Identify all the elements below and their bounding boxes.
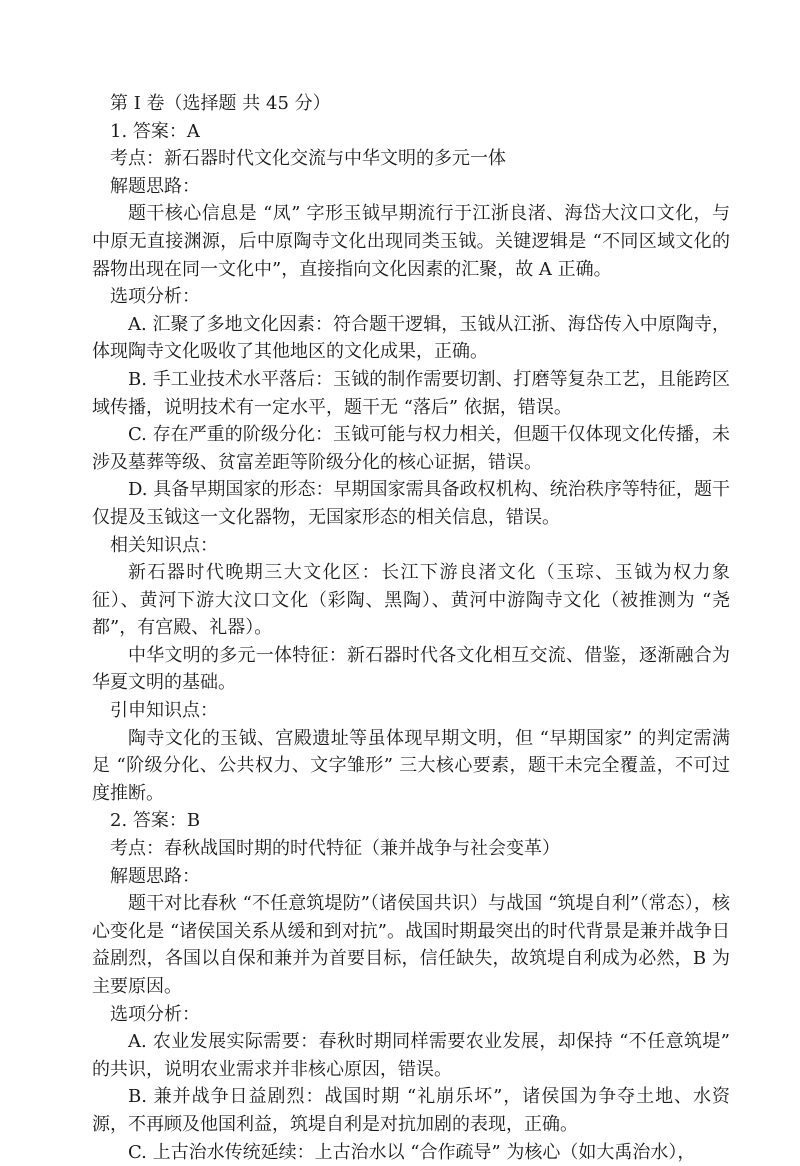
q1-option-c: C. 存在严重的阶级分化：玉钺可能与权力相关，但题干仅体现文化传播，未涉及墓葬等级、贫富差距等阶级分化的核心证据，错误。 xyxy=(92,424,730,473)
section-title: 第 I 卷（选择题 共 45 分） xyxy=(110,93,331,114)
q2-option-c: C. 上古治水传统延续：上古治水以 “合作疏导” 为核心（如大禹治水）， xyxy=(128,1141,696,1163)
q1-extended-heading: 引申知识点： xyxy=(110,700,218,722)
q1-option-a: A. 汇聚了多地文化因素：符合题干逻辑，玉钺从江浙、海岱传入中原陶寺，体现陶寺文化吸收了其他地区的文化成果，正确。 xyxy=(92,313,730,363)
q1-answer: 1. 答案：A xyxy=(110,120,200,142)
q2-answer: 2. 答案：B xyxy=(110,810,201,832)
q1-topic: 考点：新石器时代文化交流与中华文明的多元一体 xyxy=(110,148,506,170)
q1-option-b: B. 手工业技术水平落后：玉钺的制作需要切割、打磨等复杂工艺，且能跨区域传播，说明技术有一定水平，题干无 “落后” 依据，错误。 xyxy=(92,368,730,418)
q2-option-a: A. 农业发展实际需要：春秋时期同样需要农业发展，却保持 “不任意筑堤” 的共识，说明农业需求并非核心原因，错误。 xyxy=(92,1031,730,1080)
q1-knowledge-1: 新石器时代晚期三大文化区：长江下游良渚文化（玉琮、玉钺为权力象征）、黄河下游大汶口文化（彩陶、黑陶）、黄河中游陶寺文化（被推测为 “尧都”，有宫殿、礼器）。 xyxy=(92,562,730,639)
q1-options-heading: 选项分析： xyxy=(110,286,200,308)
q2-approach-text: 题干对比春秋 “不任意筑堤防”（诸侯国共识）与战国 “筑堤自利”（常态），核心变化是 “诸侯国关系从缓和到对抗”。战国时期最突出的时代背景是兼并战争日益剧烈，各国以自保和兼并为首要目标，信任缺失，故筑堤自利成为必然，B 为主要原因。 xyxy=(92,893,730,997)
q1-knowledge-2: 中华文明的多元一体特征：新石器时代各文化相互交流、借鉴，逐渐融合为华夏文明的基础。 xyxy=(92,644,730,694)
answer-document xyxy=(92,90,730,1166)
q1-option-d: D. 具备早期国家的形态：早期国家需具备政权机构、统治秩序等特征，题干仅提及玉钺这一文化器物，无国家形态的相关信息，错误。 xyxy=(92,479,730,528)
q1-extended-text: 陶寺文化的玉钺、宫殿遗址等虽体现早期文明，但 “早期国家” 的判定需满足 “阶级分化、公共权力、文字雏形” 三大核心要素，题干未完全覆盖，不可过度推断。 xyxy=(92,727,730,804)
q2-option-b: B. 兼并战争日益剧烈：战国时期 “礼崩乐坏”，诸侯国为争夺土地、水资源，不再顾及他国利益，筑堤自利是对抗加剧的表现，正确。 xyxy=(92,1086,730,1135)
q2-topic: 考点：春秋战国时期的时代特征（兼并战争与社会变革） xyxy=(110,838,560,860)
q1-approach-text: 题干核心信息是 “凤” 字形玉钺早期流行于江浙良渚、海岱大汶口文化，与中原无直接渊源，后中原陶寺文化出现同类玉钺。关键逻辑是 “不同区域文化的器物出现在同一文化中”，直接指向文化因素的汇聚，故 A 正确。 xyxy=(92,203,730,280)
q1-knowledge-heading: 相关知识点： xyxy=(110,534,218,556)
q2-options-heading: 选项分析： xyxy=(110,1003,200,1025)
q2-approach-heading: 解题思路： xyxy=(110,865,200,887)
q1-approach-heading: 解题思路： xyxy=(110,175,200,197)
